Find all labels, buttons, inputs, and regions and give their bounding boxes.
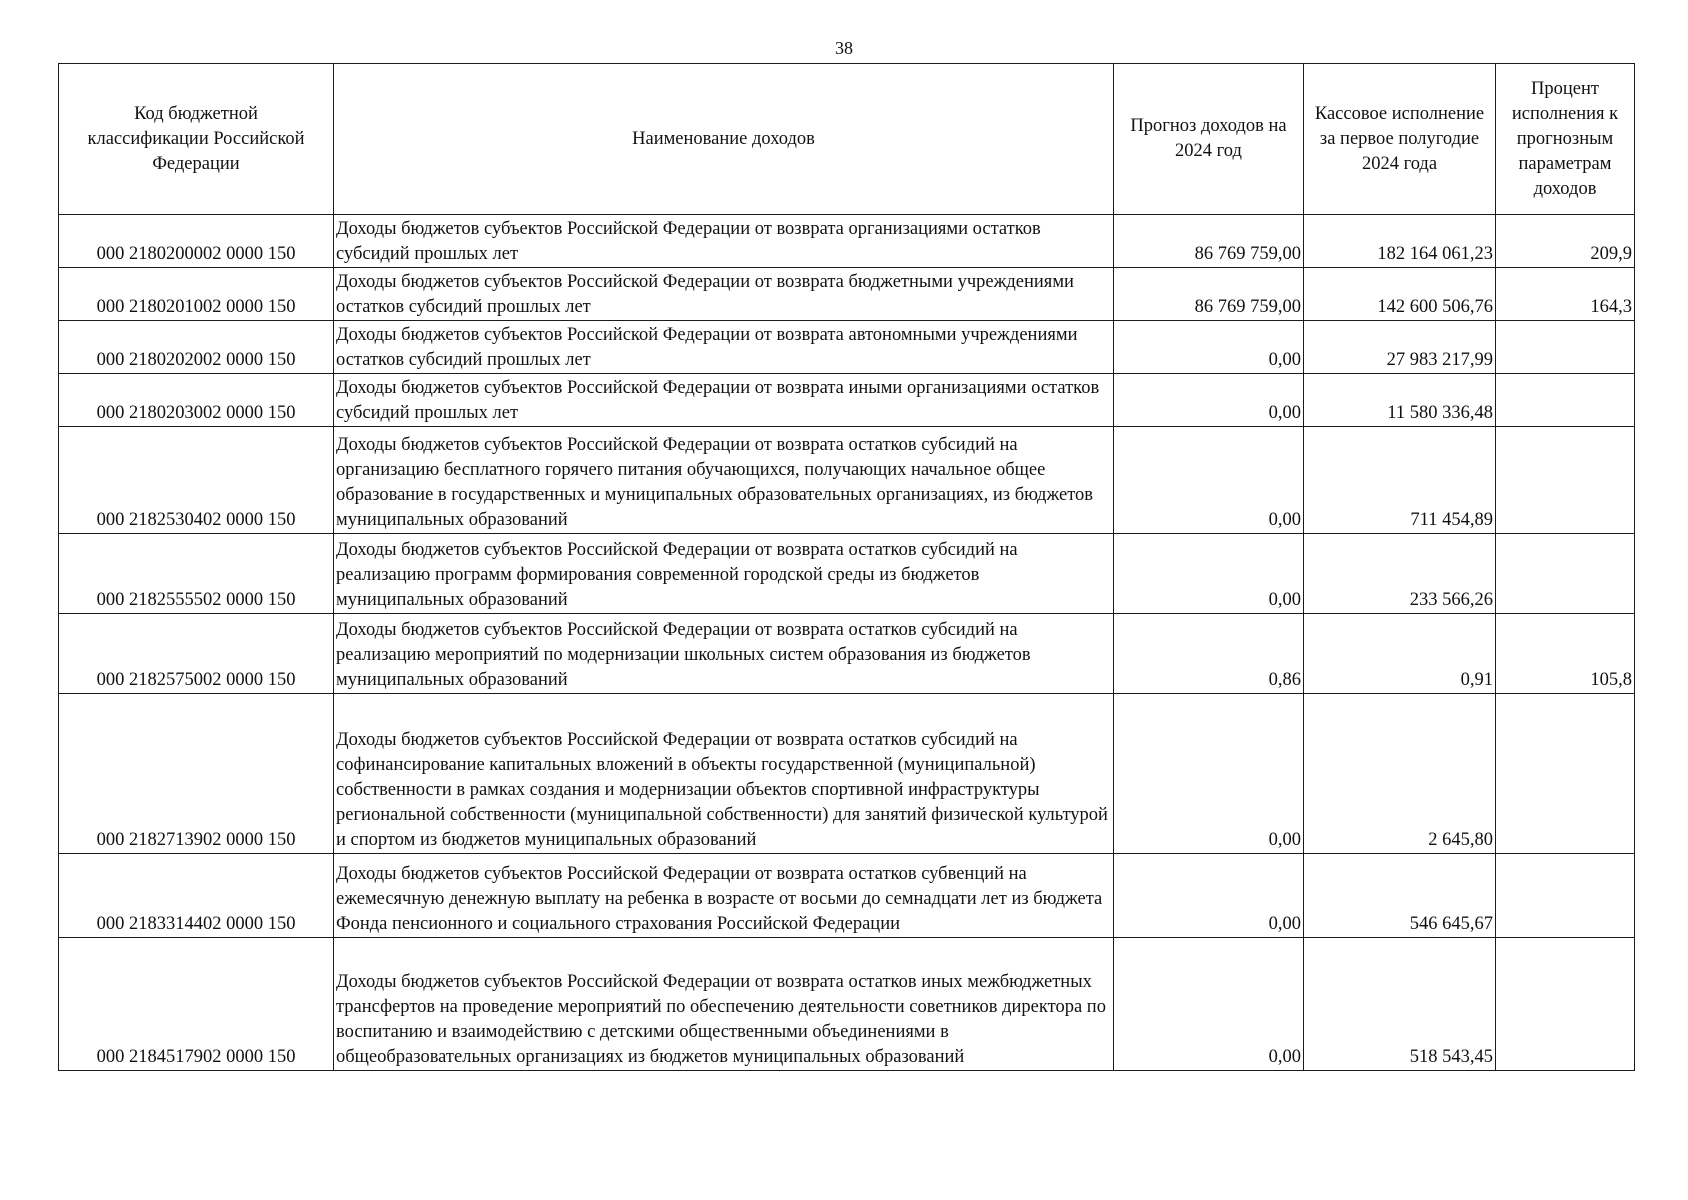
row-name: Доходы бюджетов субъектов Российской Федерации от возврата иными организациями остатков субсидий прошлых лет — [334, 374, 1114, 427]
header-actual: Кассовое исполнение за первое полугодие 2024 года — [1304, 64, 1496, 215]
row-actual: 2 645,80 — [1304, 694, 1496, 854]
page-number: 38 — [835, 38, 853, 58]
row-code: 000 2184517902 0000 150 — [59, 938, 334, 1071]
row-percent — [1496, 321, 1635, 374]
row-actual: 711 454,89 — [1304, 427, 1496, 534]
table-row — [59, 374, 1635, 427]
row-name: Доходы бюджетов субъектов Российской Федерации от возврата остатков субсидий на реализацию мероприятий по модернизации школьных систем образования из бюджетов муниципальных образований — [334, 614, 1114, 694]
row-code: 000 2182530402 0000 150 — [59, 427, 334, 534]
table-row — [59, 321, 1635, 374]
table-row — [59, 215, 1635, 268]
row-actual: 0,91 — [1304, 614, 1496, 694]
row-percent: 164,3 — [1496, 268, 1635, 321]
table-row — [59, 938, 1635, 1071]
header-name: Наименование доходов — [334, 64, 1114, 215]
header-forecast: Прогноз доходов на 2024 год — [1114, 64, 1304, 215]
table-row — [59, 427, 1635, 534]
row-percent — [1496, 938, 1635, 1071]
row-code: 000 2180202002 0000 150 — [59, 321, 334, 374]
row-code: 000 2182713902 0000 150 — [59, 694, 334, 854]
row-actual: 182 164 061,23 — [1304, 215, 1496, 268]
table-row — [59, 534, 1635, 614]
row-actual: 233 566,26 — [1304, 534, 1496, 614]
row-percent — [1496, 694, 1635, 854]
table-row — [59, 268, 1635, 321]
row-percent — [1496, 854, 1635, 938]
row-forecast: 0,00 — [1114, 534, 1304, 614]
row-forecast: 0,00 — [1114, 854, 1304, 938]
row-code: 000 2182555502 0000 150 — [59, 534, 334, 614]
row-name: Доходы бюджетов субъектов Российской Федерации от возврата бюджетными учреждениями остатков субсидий прошлых лет — [334, 268, 1114, 321]
row-forecast: 0,00 — [1114, 938, 1304, 1071]
row-forecast: 0,00 — [1114, 321, 1304, 374]
row-actual: 518 543,45 — [1304, 938, 1496, 1071]
row-name: Доходы бюджетов субъектов Российской Федерации от возврата остатков субсидий на организацию бесплатного горячего питания обучающихся, получающих начальное общее образование в государственных и муниципальных образовательных организациях, из бюджетов муниципальных образований — [334, 427, 1114, 534]
row-name: Доходы бюджетов субъектов Российской Федерации от возврата остатков иных межбюджетных трансфертов на проведение мероприятий по обеспечению деятельности советников директора по воспитанию и взаимодействию с детскими общественными объединениями в общеобразовательных организациях из бюджетов муниципальных образований — [334, 938, 1114, 1071]
table-row — [59, 614, 1635, 694]
row-forecast: 0,00 — [1114, 427, 1304, 534]
revenue-table — [58, 63, 1635, 1071]
row-name: Доходы бюджетов субъектов Российской Федерации от возврата остатков субсидий на софинансирование капитальных вложений в объекты государственной (муниципальной) собственности в рамках создания и модернизации объектов спортивной инфраструктуры региональной собственности (муниципальной собственности) для занятий физической культурой и спортом из бюджетов муниципальных образований — [334, 694, 1114, 854]
table-header-row — [59, 64, 1635, 215]
row-code: 000 2180200002 0000 150 — [59, 215, 334, 268]
row-forecast: 0,00 — [1114, 374, 1304, 427]
row-name: Доходы бюджетов субъектов Российской Федерации от возврата организациями остатков субсидий прошлых лет — [334, 215, 1114, 268]
row-percent: 105,8 — [1496, 614, 1635, 694]
row-forecast: 0,86 — [1114, 614, 1304, 694]
row-actual: 11 580 336,48 — [1304, 374, 1496, 427]
row-code: 000 2180203002 0000 150 — [59, 374, 334, 427]
row-percent: 209,9 — [1496, 215, 1635, 268]
row-code: 000 2182575002 0000 150 — [59, 614, 334, 694]
row-percent — [1496, 534, 1635, 614]
row-forecast: 0,00 — [1114, 694, 1304, 854]
row-percent — [1496, 374, 1635, 427]
table-row — [59, 854, 1635, 938]
row-forecast: 86 769 759,00 — [1114, 215, 1304, 268]
row-name: Доходы бюджетов субъектов Российской Федерации от возврата остатков субсидий на реализацию программ формирования современной городской среды из бюджетов муниципальных образований — [334, 534, 1114, 614]
row-forecast: 86 769 759,00 — [1114, 268, 1304, 321]
header-code: Код бюджетной классификации Российской Федерации — [59, 64, 334, 215]
row-actual: 27 983 217,99 — [1304, 321, 1496, 374]
row-actual: 142 600 506,76 — [1304, 268, 1496, 321]
row-name: Доходы бюджетов субъектов Российской Федерации от возврата остатков субвенций на ежемесячную денежную выплату на ребенка в возрасте от восьми до семнадцати лет из бюджета Фонда пенсионного и социального страхования Российской Федерации — [334, 854, 1114, 938]
row-percent — [1496, 427, 1635, 534]
row-name: Доходы бюджетов субъектов Российской Федерации от возврата автономными учреждениями остатков субсидий прошлых лет — [334, 321, 1114, 374]
row-actual: 546 645,67 — [1304, 854, 1496, 938]
table-row — [59, 694, 1635, 854]
row-code: 000 2183314402 0000 150 — [59, 854, 334, 938]
row-code: 000 2180201002 0000 150 — [59, 268, 334, 321]
header-percent: Процент исполнения к прогнозным параметрам доходов — [1496, 64, 1635, 215]
